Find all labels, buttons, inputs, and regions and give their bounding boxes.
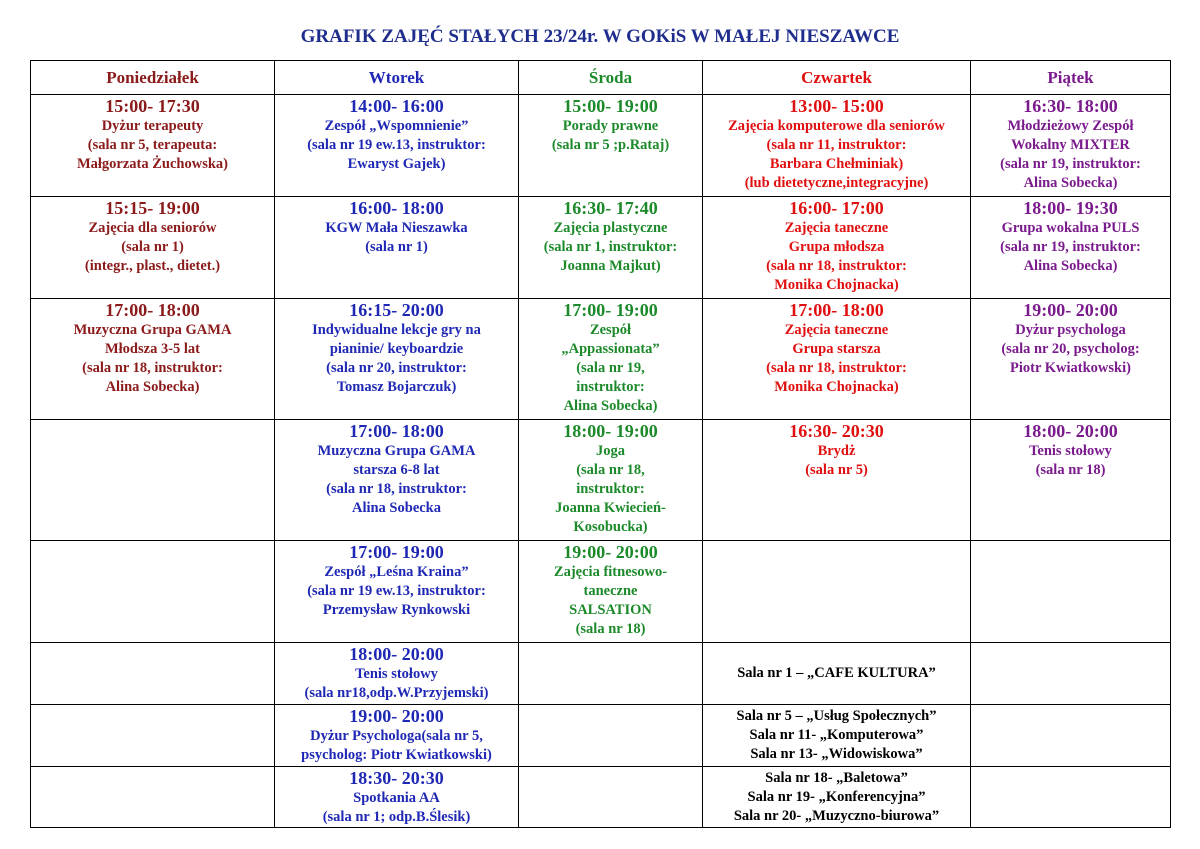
room-label: Sala nr 18- „Baletowa” bbox=[765, 769, 908, 786]
schedule-cell bbox=[31, 299, 275, 420]
activity-line: (sala nr 19, instruktor: bbox=[1000, 239, 1141, 255]
activity-line: SALSATION bbox=[569, 602, 652, 618]
activity-line: Muzyczna Grupa GAMA bbox=[317, 443, 476, 459]
schedule-cell bbox=[275, 767, 519, 828]
time-range: 17:00- 18:00 bbox=[789, 300, 884, 320]
time-range: 15:00- 17:30 bbox=[105, 96, 200, 116]
activity-line: instruktor: bbox=[576, 379, 645, 395]
activity-line: (sala nr 1) bbox=[365, 239, 428, 255]
schedule-cell bbox=[275, 541, 519, 643]
activity-line: (sala nr 1, instruktor: bbox=[543, 239, 678, 255]
activity-line: Dyżur psychologa bbox=[1015, 322, 1126, 338]
activity-line: Joanna Kwiecień- bbox=[555, 500, 666, 516]
activity-line: Dyżur terapeuty bbox=[101, 118, 204, 134]
activity-line: (sala nr 5 ;p.Rataj) bbox=[551, 137, 670, 153]
activity-line: Joanna Majkut) bbox=[560, 258, 661, 274]
activity-line: Zajęcia dla seniorów bbox=[88, 220, 217, 236]
schedule-cell bbox=[703, 197, 971, 299]
time-range: 19:00- 20:00 bbox=[349, 706, 444, 726]
activity-line: (sala nr 1) bbox=[121, 239, 184, 255]
schedule-cell bbox=[703, 95, 971, 197]
schedule-cell bbox=[31, 95, 275, 197]
empty-cell bbox=[971, 705, 1171, 767]
table-row bbox=[31, 197, 1171, 299]
schedule-cell bbox=[519, 541, 703, 643]
table-row bbox=[31, 643, 1171, 705]
time-range: 18:00- 19:00 bbox=[563, 421, 658, 441]
schedule-cell bbox=[275, 299, 519, 420]
activity-line: „Appassionata” bbox=[561, 341, 660, 357]
activity-line: Zajęcia fitnesowo- bbox=[553, 564, 668, 580]
activity-line: Joga bbox=[596, 443, 625, 459]
activity-line: Tenis stołowy bbox=[1029, 443, 1112, 459]
activity-line: KGW Mała Nieszawka bbox=[325, 220, 468, 236]
room-label: Sala nr 19- „Konferencyjna” bbox=[747, 788, 926, 805]
activity-line: Grupa starsza bbox=[792, 341, 881, 357]
room-legend-cell bbox=[703, 643, 971, 705]
schedule-cell bbox=[971, 95, 1171, 197]
empty-cell bbox=[31, 541, 275, 643]
room-label: Sala nr 11- „Komputerowa” bbox=[749, 727, 924, 743]
time-range: 16:30- 17:40 bbox=[563, 198, 658, 218]
activity-line: (sala nr 20, instruktor: bbox=[326, 360, 467, 376]
time-range: 18:30- 20:30 bbox=[349, 768, 444, 788]
schedule-cell bbox=[519, 420, 703, 541]
activity-line: instruktor: bbox=[576, 481, 645, 497]
empty-cell bbox=[31, 767, 275, 828]
day-header-thursday: Czwartek bbox=[703, 61, 971, 95]
activity-line: Barbara Chełminiak) bbox=[769, 156, 904, 172]
schedule-cell bbox=[703, 299, 971, 420]
activity-line: (sala nr 19 ew.13, instruktor: bbox=[307, 583, 486, 599]
schedule-cell bbox=[519, 299, 703, 420]
page-title: GRAFIK ZAJĘĆ STAŁYCH 23/24r. W GOKiS W MAŁEJ NIESZAWCE bbox=[300, 26, 900, 47]
empty-cell bbox=[31, 420, 275, 541]
schedule-cell bbox=[971, 299, 1171, 420]
time-range: 16:30- 18:00 bbox=[1023, 96, 1118, 116]
activity-line: Porady prawne bbox=[562, 118, 659, 134]
schedule-cell bbox=[275, 197, 519, 299]
schedule-cell bbox=[275, 95, 519, 197]
table-row bbox=[31, 541, 1171, 643]
activity-line: pianinie/ keyboardzie bbox=[329, 341, 464, 357]
time-range: 18:00- 19:30 bbox=[1023, 198, 1118, 218]
activity-line: Ewaryst Gajek) bbox=[347, 156, 446, 172]
activity-line: (sala nr 5) bbox=[805, 462, 868, 478]
activity-line: Alina Sobecka bbox=[351, 500, 442, 516]
time-range: 19:00- 20:00 bbox=[1023, 300, 1118, 320]
time-range: 16:00- 18:00 bbox=[349, 198, 444, 218]
activity-line: (sala nr 18) bbox=[575, 621, 646, 637]
empty-cell bbox=[519, 705, 703, 767]
empty-cell bbox=[971, 767, 1171, 828]
time-range: 15:00- 19:00 bbox=[563, 96, 658, 116]
empty-cell bbox=[519, 767, 703, 828]
activity-line: Spotkania AA bbox=[353, 790, 440, 806]
schedule-cell bbox=[971, 420, 1171, 541]
time-range: 17:00- 19:00 bbox=[349, 542, 444, 562]
activity-line: Zajęcia taneczne bbox=[784, 220, 889, 236]
activity-line: (sala nr 18, instruktor: bbox=[766, 360, 907, 376]
table-row bbox=[31, 767, 1171, 828]
schedule-cell bbox=[971, 197, 1171, 299]
activity-line: (integr., plast., dietet.) bbox=[84, 258, 221, 274]
activity-line: Alina Sobecka) bbox=[1023, 258, 1118, 274]
table-row bbox=[31, 95, 1171, 197]
time-range: 17:00- 18:00 bbox=[349, 421, 444, 441]
activity-line: Kosobucka) bbox=[573, 519, 648, 535]
activity-line: psycholog: Piotr Kwiatkowski) bbox=[301, 747, 492, 763]
empty-cell bbox=[703, 541, 971, 643]
activity-line: Alina Sobecka) bbox=[563, 398, 658, 414]
day-header-monday: Poniedziałek bbox=[31, 61, 275, 95]
day-header-tuesday: Wtorek bbox=[275, 61, 519, 95]
activity-line: Zajęcia plastyczne bbox=[553, 220, 668, 236]
schedule-cell bbox=[703, 420, 971, 541]
table-row bbox=[31, 299, 1171, 420]
empty-cell bbox=[31, 705, 275, 767]
activity-line: Piotr Kwiatkowski) bbox=[1010, 360, 1131, 376]
schedule-table bbox=[30, 60, 1171, 828]
activity-line: Brydż bbox=[817, 443, 856, 459]
empty-cell bbox=[31, 643, 275, 705]
schedule-cell bbox=[275, 420, 519, 541]
schedule-cell bbox=[519, 95, 703, 197]
room-legend-cell bbox=[703, 705, 971, 767]
time-range: 14:00- 16:00 bbox=[349, 96, 444, 116]
activity-line: (sala nr 19 ew.13, instruktor: bbox=[307, 137, 486, 153]
time-range: 19:00- 20:00 bbox=[563, 542, 658, 562]
activity-line: Małgorzata Żuchowska) bbox=[76, 156, 229, 172]
activity-line: (lub dietetyczne,integracyjne) bbox=[744, 175, 929, 191]
activity-line: Alina Sobecka) bbox=[1023, 175, 1118, 191]
room-label: Sala nr 1 – „CAFE KULTURA” bbox=[737, 665, 936, 681]
activity-line: Muzyczna Grupa GAMA bbox=[73, 322, 232, 338]
time-range: 13:00- 15:00 bbox=[789, 96, 884, 116]
activity-line: Zespół „Leśna Kraina” bbox=[324, 564, 469, 580]
time-range: 16:30- 20:30 bbox=[789, 421, 884, 441]
activity-line: Przemysław Rynkowski bbox=[322, 602, 471, 618]
schedule-cell bbox=[275, 705, 519, 767]
activity-line: Wokalny MIXTER bbox=[1011, 137, 1130, 153]
empty-cell bbox=[519, 643, 703, 705]
empty-cell bbox=[971, 643, 1171, 705]
activity-line: Zajęcia taneczne bbox=[784, 322, 889, 338]
empty-cell bbox=[971, 541, 1171, 643]
activity-line: starsza 6-8 lat bbox=[353, 462, 440, 478]
activity-line: (sala nr 19, bbox=[576, 360, 645, 376]
day-header-friday: Piątek bbox=[971, 61, 1171, 95]
activity-line: (sala nr18,odp.W.Przyjemski) bbox=[304, 685, 489, 701]
activity-line: (sala nr 1; odp.B.Ślesik) bbox=[322, 809, 471, 825]
activity-line: (sala nr 11, instruktor: bbox=[766, 137, 907, 153]
time-range: 17:00- 19:00 bbox=[563, 300, 658, 320]
activity-line: Monika Chojnacka) bbox=[774, 379, 899, 395]
activity-line: Alina Sobecka) bbox=[105, 379, 200, 395]
activity-line: (sala nr 20, psycholog: bbox=[1001, 341, 1140, 357]
activity-line: Dyżur Psychologa(sala nr 5, bbox=[310, 728, 483, 744]
activity-line: (sala nr 18, instruktor: bbox=[766, 258, 907, 274]
time-range: 18:00- 20:00 bbox=[349, 644, 444, 664]
activity-line: Młodzieżowy Zespół bbox=[1007, 118, 1134, 134]
time-range: 17:00- 18:00 bbox=[105, 300, 200, 320]
activity-line: Tenis stołowy bbox=[355, 666, 438, 682]
schedule-cell bbox=[31, 197, 275, 299]
activity-line: (sala nr 18, instruktor: bbox=[326, 481, 467, 497]
activity-line: (sala nr 18) bbox=[1035, 462, 1106, 478]
activity-line: (sala nr 19, instruktor: bbox=[1000, 156, 1141, 172]
activity-line: (sala nr 18, instruktor: bbox=[82, 360, 223, 376]
activity-line: Monika Chojnacka) bbox=[774, 277, 899, 293]
activity-line: Grupa wokalna PULS bbox=[1001, 220, 1140, 236]
table-row bbox=[31, 705, 1171, 767]
header-row bbox=[31, 61, 1171, 95]
activity-line: Zajęcia komputerowe dla seniorów bbox=[728, 118, 945, 134]
activity-line: Tomasz Bojarczuk) bbox=[336, 379, 457, 395]
schedule-cell bbox=[519, 197, 703, 299]
room-legend-cell bbox=[703, 767, 971, 828]
time-range: 16:00- 17:00 bbox=[789, 198, 884, 218]
activity-line: taneczne bbox=[583, 583, 638, 599]
room-label: Sala nr 5 – „Usług Społecznych” bbox=[736, 708, 937, 724]
activity-line: Grupa młodsza bbox=[788, 239, 885, 255]
activity-line: Młodsza 3-5 lat bbox=[104, 341, 201, 357]
time-range: 18:00- 20:00 bbox=[1023, 421, 1118, 441]
activity-line: (sala nr 5, terapeuta: bbox=[87, 137, 218, 153]
time-range: 15:15- 19:00 bbox=[105, 198, 200, 218]
day-header-wednesday: Środa bbox=[519, 61, 703, 95]
time-range: 16:15- 20:00 bbox=[349, 300, 444, 320]
schedule-cell bbox=[275, 643, 519, 705]
activity-line: Zespół bbox=[589, 322, 632, 338]
table-row bbox=[31, 420, 1171, 541]
room-label: Sala nr 13- „Widowiskowa” bbox=[750, 746, 923, 762]
room-label: Sala nr 20- „Muzyczno-biurowa” bbox=[733, 807, 940, 824]
activity-line: Indywidualne lekcje gry na bbox=[312, 322, 481, 338]
activity-line: Zespół „Wspomnienie” bbox=[324, 118, 469, 134]
activity-line: (sala nr 18, bbox=[576, 462, 645, 478]
